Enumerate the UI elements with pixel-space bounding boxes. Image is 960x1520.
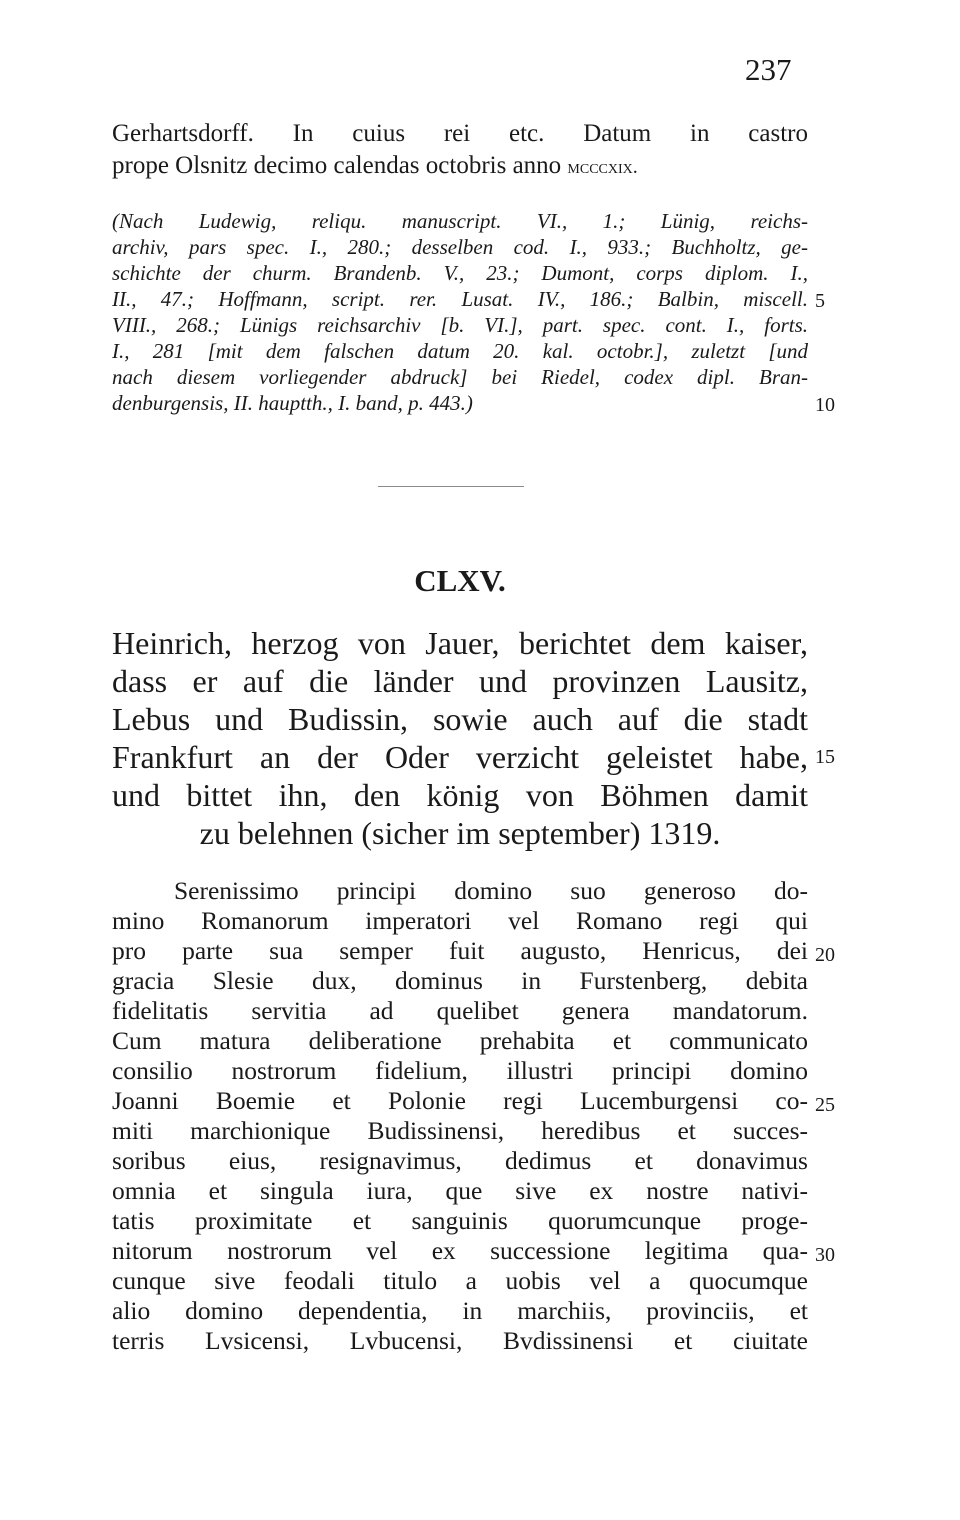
note-line: archiv, pars spec. I., 280.; desselben cod. I., 933.; Buchholtz, ge-	[112, 235, 808, 259]
body-line: mino Romanorum imperatori vel Romano regi qui	[112, 906, 808, 935]
line-number: 5	[815, 290, 825, 312]
body-line: alio domino dependentia, in marchiis, provinciis, et	[112, 1296, 808, 1325]
note-line: VIII., 268.; Lünigs reichsarchiv [b. VI.], part. spec. cont. I., forts.	[112, 313, 808, 337]
title-line: Heinrich, herzog von Jauer, berichtet dem kaiser,	[112, 625, 808, 661]
body-line: soribus eius, resignavimus, dedimus et donavimus	[112, 1146, 808, 1175]
body-line: cunque sive feodali titulo a uobis vel a quocumque	[112, 1266, 808, 1295]
intro-line: Gerhartsdorff. In cuius rei etc. Datum in castro	[112, 120, 808, 147]
note-line: II., 47.; Hoffmann, script. rer. Lusat. IV., 186.; Balbin, miscell.	[112, 287, 808, 311]
line-number: 10	[815, 394, 835, 416]
title-line: zu belehnen (sicher im september) 1319.	[199, 815, 721, 851]
line-number: 30	[815, 1244, 835, 1266]
body-line: Joanni Boemie et Polonie regi Lucemburgensi co-	[112, 1086, 808, 1115]
body-line: Serenissimo principi domino suo generoso do-	[174, 876, 808, 905]
separator-rule	[378, 486, 524, 487]
body-line: consilio nostrorum fidelium, illustri principi domino	[112, 1056, 808, 1085]
title-line: Frankfurt an der Oder verzicht geleistet habe,	[112, 739, 808, 775]
note-line: denburgensis, II. hauptth., I. band, p. 443.)	[112, 391, 473, 415]
title-line: Lebus und Budissin, sowie auch auf die stadt	[112, 701, 808, 737]
line-number: 20	[815, 944, 835, 966]
intro-line	[112, 150, 808, 183]
body-line: nitorum nostrorum vel ex successione legitima qua-	[112, 1236, 808, 1265]
title-line: dass er auf die länder und provinzen Lausitz,	[112, 663, 808, 699]
line-number: 25	[815, 1094, 835, 1116]
body-line: fidelitatis servitia ad quelibet genera mandatorum.	[112, 996, 808, 1025]
title-line: und bittet ihn, den könig von Böhmen damit	[112, 777, 808, 813]
body-line: pro parte sua semper fuit augusto, Henricus, dei	[112, 936, 808, 965]
body-line: gracia Slesie dux, dominus in Furstenberg, debita	[112, 966, 808, 995]
body-line: tatis proximitate et sanguinis quorumcunque proge-	[112, 1206, 808, 1235]
body-line: omnia et singula iura, que sive ex nostre nativi-	[112, 1176, 808, 1205]
intro-date: mcccxix.	[567, 156, 638, 178]
note-line: I., 281 [mit dem falschen datum 20. kal. octobr.], zuletzt [und	[112, 339, 808, 363]
body-line: terris Lvsicensi, Lvbucensi, Bvdissinensi et ciuitate	[112, 1326, 808, 1355]
section-number: CLXV.	[414, 563, 506, 598]
note-line: schichte der churm. Brandenb. V., 23.; Dumont, corps diplom. I.,	[112, 261, 808, 285]
body-line: Cum matura deliberatione prehabita et communicato	[112, 1026, 808, 1055]
line-number: 15	[815, 746, 835, 768]
body-line: miti marchionique Budissinensi, heredibus et succes-	[112, 1116, 808, 1145]
page-number: 237	[745, 52, 792, 87]
note-line: nach diesem vorliegender abdruck] bei Riedel, codex dipl. Bran-	[112, 365, 808, 389]
intro-line-text: prope Olsnitz decimo calendas octobris anno	[112, 152, 568, 179]
note-line: (Nach Ludewig, reliqu. manuscript. VI., 1.; Lünig, reichs-	[112, 209, 808, 233]
